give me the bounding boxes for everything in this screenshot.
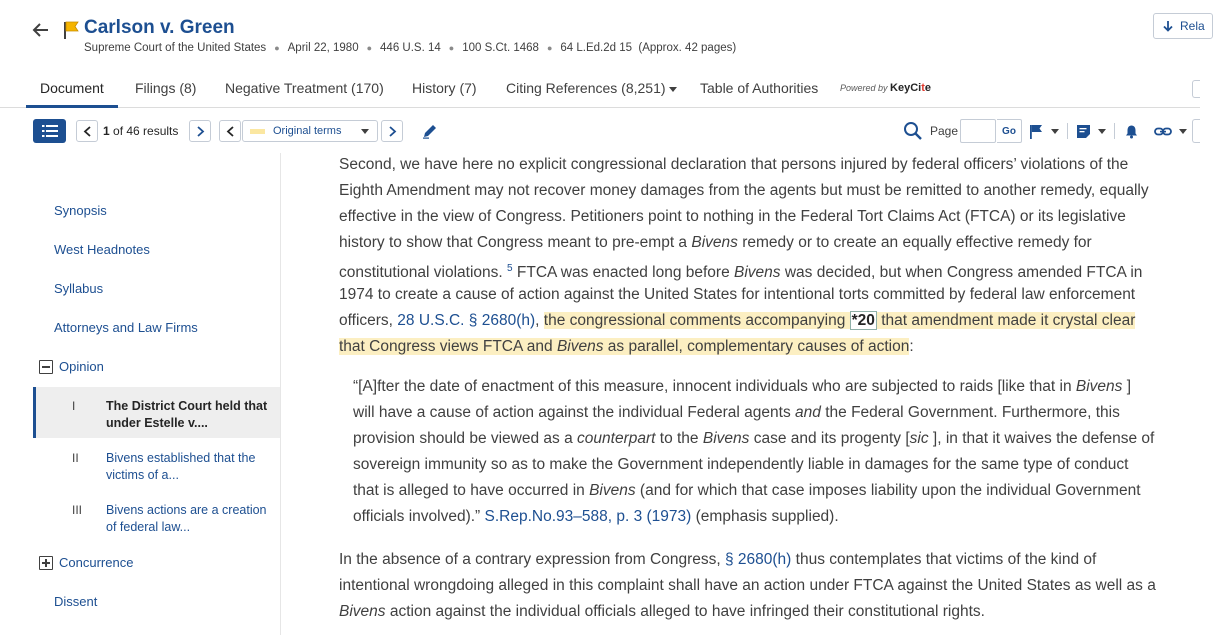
active-tab-indicator [26, 105, 118, 108]
chevron-left-icon [226, 126, 235, 137]
arrow-down-icon [1162, 20, 1174, 32]
alert-button[interactable] [1124, 119, 1139, 143]
side-panel-handle[interactable] [1192, 80, 1200, 98]
next-result-button[interactable] [189, 120, 211, 142]
expand-concurrence-icon[interactable] [39, 556, 53, 570]
court-name: Supreme Court of the United States [84, 42, 267, 54]
tab-document[interactable]: Document [40, 80, 104, 96]
search-results-count: 1 of 46 results [103, 124, 179, 138]
chevron-down-icon [1098, 129, 1106, 134]
chevron-right-icon [196, 126, 205, 137]
notes-menu-button[interactable] [1076, 119, 1106, 143]
back-arrow-icon[interactable] [30, 19, 52, 41]
note-icon [1076, 124, 1091, 139]
page-count: (Approx. 42 pages) [638, 42, 737, 54]
star-page-marker: *20 [851, 312, 875, 329]
statute-link[interactable]: § 2680(h) [724, 551, 792, 568]
citing-references-dropdown-icon[interactable] [669, 87, 677, 92]
keycite-logo: Powered by KeyCite [840, 82, 932, 94]
flag-icon [1029, 124, 1044, 139]
statute-link[interactable]: 28 U.S.C. § 2680(h) [397, 312, 536, 329]
sct-citation: 100 S.Ct. 1468 [462, 42, 539, 54]
previous-term-button[interactable] [219, 120, 241, 142]
flag-icon [63, 21, 79, 39]
search-icon[interactable] [903, 121, 923, 141]
outline-sub-number: I [72, 399, 76, 413]
document-toolbar [0, 109, 1200, 153]
outline-sub-item-3[interactable]: Bivens actions are a creation of federal law... [106, 503, 267, 534]
tab-filings[interactable]: Filings (8) [135, 80, 197, 96]
outline-sub-number: II [72, 451, 79, 465]
pen-icon [422, 123, 438, 139]
outline-item-concurrence[interactable]: Concurrence [59, 555, 134, 570]
chevron-right-icon [388, 126, 397, 137]
highlighted-passage: that Congress views FTCA and [339, 338, 557, 355]
related-button[interactable] [1153, 13, 1213, 39]
outline-item-attorneys[interactable]: Attorneys and Law Firms [54, 320, 198, 335]
search-terms-select[interactable] [242, 120, 378, 142]
outline-item-west-headnotes[interactable]: West Headnotes [54, 242, 150, 257]
document-tabs [0, 70, 1200, 108]
case-title: Carlson v. Green [84, 17, 235, 38]
flag-menu-button[interactable] [1029, 119, 1059, 143]
footnote-link[interactable]: 5 [507, 263, 513, 274]
bell-icon [1124, 124, 1139, 139]
outline-item-synopsis[interactable]: Synopsis [54, 203, 107, 218]
outline-item-syllabus[interactable]: Syllabus [54, 281, 104, 296]
go-button[interactable]: Go [997, 119, 1022, 143]
outline-sub-number: III [72, 503, 83, 517]
outline-item-opinion[interactable]: Opinion [59, 359, 104, 374]
chevron-down-icon [1179, 129, 1187, 134]
link-icon [1154, 124, 1172, 139]
previous-result-button[interactable] [76, 120, 98, 142]
highlighted-passage: the congressional comments accompanying [543, 312, 850, 329]
related-label: Rela [1180, 19, 1205, 33]
list-icon [42, 124, 58, 138]
term-highlight-swatch [250, 129, 265, 134]
tab-table-of-authorities[interactable]: Table of Authorities [700, 80, 819, 96]
tab-history[interactable]: History (7) [412, 80, 477, 96]
citation-link[interactable]: S.Rep.No.93–588, p. 3 (1973) [484, 508, 692, 525]
annotate-button[interactable] [419, 120, 441, 142]
chevron-down-icon [361, 129, 369, 134]
document-outline-sidebar [0, 153, 281, 635]
case-citation-meta: Supreme Court of the United States ● April 22, 1980 ● 446 U.S. 14 ● 100 S.Ct. 1468 ● 64 L.Ed.2d 15 (Approx. 42 pages) [84, 42, 737, 54]
us-citation: 446 U.S. 14 [380, 42, 441, 54]
page-label: Page [930, 124, 959, 138]
chevron-down-icon [1051, 129, 1059, 134]
tab-citing-references[interactable]: Citing References (8,251) [506, 80, 666, 96]
outline-toggle-button[interactable] [33, 119, 66, 143]
collapse-opinion-icon[interactable] [39, 360, 53, 374]
link-menu-button[interactable] [1154, 119, 1187, 143]
outline-sub-item-1[interactable]: The District Court held that under Estelle v.... [106, 399, 268, 430]
chevron-left-icon [83, 126, 92, 137]
page-number-input[interactable] [960, 119, 996, 143]
side-panel-handle[interactable] [1192, 119, 1200, 143]
led-citation: 64 L.Ed.2d 15 [560, 42, 632, 54]
outline-item-dissent[interactable]: Dissent [54, 594, 98, 609]
next-term-button[interactable] [381, 120, 403, 142]
outline-sub-item-2[interactable]: Bivens established that the victims of a... [106, 451, 256, 482]
tab-negative-treatment[interactable]: Negative Treatment (170) [225, 80, 384, 96]
terms-select-label: Original terms [273, 125, 342, 137]
decision-date: April 22, 1980 [287, 42, 359, 54]
